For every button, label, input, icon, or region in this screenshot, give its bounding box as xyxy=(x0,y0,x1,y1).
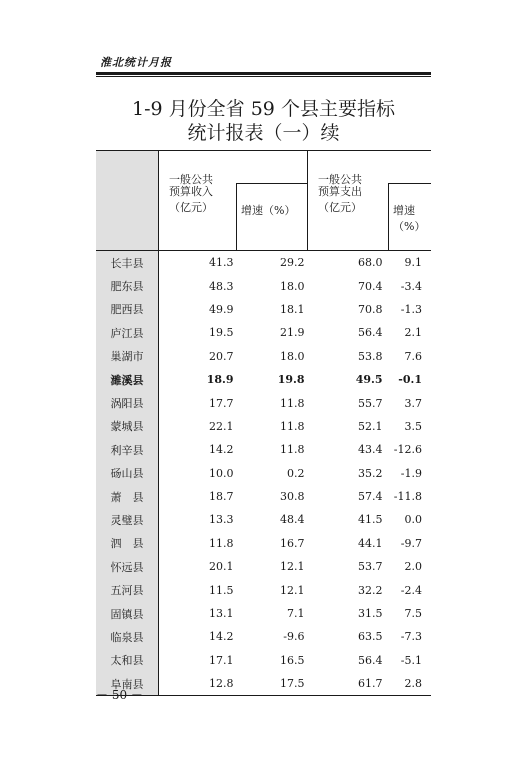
expense-cell: 56.4 xyxy=(358,653,383,667)
header-revenue-amount xyxy=(159,184,237,251)
header-expense-group xyxy=(308,151,432,184)
expense-growth-cell: -1.9 xyxy=(400,466,422,480)
revenue-growth-cell: 21.9 xyxy=(280,326,305,340)
county-name-cell: 固镇县 xyxy=(96,602,159,625)
county-name-cell: 长丰县 xyxy=(96,251,159,275)
revenue-growth-cell: 16.7 xyxy=(280,536,305,550)
table-row xyxy=(96,672,431,696)
expense-cell: 57.4 xyxy=(358,490,383,504)
county-name-cell: 利辛县 xyxy=(96,438,159,461)
expense-cell: 43.4 xyxy=(358,443,383,457)
revenue-cell: 13.3 xyxy=(209,513,234,527)
expense-growth-cell: 2.0 xyxy=(404,560,422,574)
expense-growth-cell: -1.3 xyxy=(400,302,422,316)
revenue-growth-cell: 7.1 xyxy=(287,607,305,621)
expense-cell: 35.2 xyxy=(358,466,383,480)
table-row xyxy=(96,578,431,601)
table-row xyxy=(96,298,431,321)
county-name-cell: 临泉县 xyxy=(96,625,159,648)
expense-cell: 68.0 xyxy=(358,256,383,270)
revenue-growth-cell: 17.5 xyxy=(237,672,308,696)
revenue-growth-cell: 11.8 xyxy=(280,443,305,457)
expense-growth-cell: -3.4 xyxy=(400,279,422,293)
revenue-cell: 20.1 xyxy=(209,560,234,574)
revenue-cell: 14.2 xyxy=(209,443,234,457)
county-name-cell: 泗 县 xyxy=(96,532,159,555)
header-rule-thin xyxy=(96,76,431,77)
table-row xyxy=(96,649,431,672)
table-row xyxy=(96,251,431,275)
county-name-cell: 砀山县 xyxy=(96,462,159,485)
expense-cell: 53.7 xyxy=(358,560,383,574)
expense-growth-cell: 2.1 xyxy=(404,326,422,340)
page-title-line2: 统计报表（一）续 xyxy=(187,122,340,144)
revenue-growth-cell: 11.8 xyxy=(280,419,305,433)
header-expense-growth: 增速（%） xyxy=(389,184,432,251)
expense-cell: 61.7 xyxy=(308,672,389,696)
county-name-cell: 阜南县 xyxy=(96,672,159,696)
county-name-cell: 巢湖市 xyxy=(96,345,159,368)
table-row xyxy=(96,625,431,648)
table-row xyxy=(96,345,431,368)
expense-growth-cell: -9.7 xyxy=(400,536,422,550)
county-name-cell: 怀远县 xyxy=(96,555,159,578)
expense-cell: 70.8 xyxy=(358,302,383,316)
table-row xyxy=(96,602,431,625)
table-row xyxy=(96,391,431,414)
expense-growth-cell: 3.7 xyxy=(404,396,422,410)
expense-growth-cell: 3.5 xyxy=(404,419,422,433)
county-name-cell: 涡阳县 xyxy=(96,391,159,414)
county-name-cell: 萧 县 xyxy=(96,485,159,508)
table-row xyxy=(96,274,431,297)
table-row xyxy=(96,415,431,438)
expense-cell: 56.4 xyxy=(358,326,383,340)
table-row xyxy=(96,368,431,391)
header-revenue-growth: 增速（%） xyxy=(237,184,308,251)
expense-growth-cell: -2.4 xyxy=(400,583,422,597)
expense-cell: 44.1 xyxy=(358,536,383,550)
revenue-growth-cell: 11.8 xyxy=(280,396,305,410)
page-title-line1: 1-9 月份全省 59 个县主要指标 xyxy=(132,98,395,120)
revenue-cell: 18.9 xyxy=(206,373,234,387)
revenue-cell: 10.0 xyxy=(209,466,234,480)
county-name-cell: 灵璧县 xyxy=(96,508,159,531)
revenue-growth-cell: 29.2 xyxy=(280,256,305,270)
expense-cell: 70.4 xyxy=(358,279,383,293)
expense-growth-cell: -0.1 xyxy=(398,373,422,387)
page-number: － 50 － xyxy=(96,688,143,702)
revenue-cell: 41.3 xyxy=(209,256,234,270)
county-name-cell: 庐江县 xyxy=(96,321,159,344)
revenue-cell: 17.1 xyxy=(209,653,234,667)
expense-growth-cell: 9.1 xyxy=(404,256,422,270)
expense-growth-cell: 7.6 xyxy=(404,349,422,363)
table-row xyxy=(96,555,431,578)
revenue-growth-cell: 16.5 xyxy=(280,653,305,667)
county-name-cell: 蒙城县 xyxy=(96,415,159,438)
table-row xyxy=(96,321,431,344)
table-row xyxy=(96,532,431,555)
county-name-cell: 五河县 xyxy=(96,578,159,601)
county-name-cell: 太和县 xyxy=(96,649,159,672)
revenue-growth-cell: 12.1 xyxy=(280,583,305,597)
revenue-growth-cell: -9.6 xyxy=(283,630,305,644)
revenue-growth-cell: 19.8 xyxy=(277,373,305,387)
county-indicators-table xyxy=(96,150,431,696)
revenue-growth-cell: 12.1 xyxy=(280,560,305,574)
revenue-growth-cell: 18.0 xyxy=(280,279,305,293)
table-row xyxy=(96,462,431,485)
expense-growth-cell: 0.0 xyxy=(404,513,422,527)
revenue-cell: 20.7 xyxy=(209,349,234,363)
expense-cell: 63.5 xyxy=(358,630,383,644)
expense-growth-cell: -7.3 xyxy=(400,630,422,644)
county-name-cell: 肥东县 xyxy=(96,274,159,297)
journal-header-label: 淮北统计月报 xyxy=(100,56,172,69)
table-body xyxy=(96,251,431,696)
revenue-cell: 13.1 xyxy=(209,607,234,621)
expense-growth-cell: -5.1 xyxy=(400,653,422,667)
expense-sub-line1: 预算支出 xyxy=(318,184,362,198)
table-row xyxy=(96,485,431,508)
county-name-cell: 濉溪县 xyxy=(96,368,159,391)
revenue-cell: 11.5 xyxy=(209,583,234,597)
revenue-sub-line1: 预算收入 xyxy=(169,184,213,198)
county-name-cell: 肥西县 xyxy=(96,298,159,321)
expense-cell: 55.7 xyxy=(358,396,383,410)
header-expense-amount xyxy=(308,184,389,251)
expense-cell: 53.8 xyxy=(358,349,383,363)
expense-growth-cell: -11.8 xyxy=(393,490,422,504)
expense-growth-cell: 2.8 xyxy=(389,672,432,696)
revenue-cell: 48.3 xyxy=(209,279,234,293)
table-row xyxy=(96,508,431,531)
header-revenue-group xyxy=(159,151,308,184)
expense-group-title: 一般公共 xyxy=(318,173,362,186)
expense-sub-line2: （亿元） xyxy=(318,200,362,214)
revenue-growth-cell: 0.2 xyxy=(287,466,305,480)
revenue-growth-cell: 30.8 xyxy=(280,490,305,504)
revenue-group-title: 一般公共 xyxy=(169,173,213,186)
header-county-name-cell xyxy=(96,151,159,251)
expense-cell: 31.5 xyxy=(358,607,383,621)
header-rule-thick xyxy=(96,72,431,75)
revenue-cell: 49.9 xyxy=(209,302,234,316)
expense-cell: 49.5 xyxy=(355,373,383,387)
expense-cell: 52.1 xyxy=(358,419,383,433)
revenue-growth-cell: 18.0 xyxy=(280,349,305,363)
table-row xyxy=(96,438,431,461)
revenue-cell: 12.8 xyxy=(159,672,237,696)
expense-cell: 41.5 xyxy=(358,513,383,527)
revenue-sub-line2: （亿元） xyxy=(169,200,213,214)
expense-growth-cell: -12.6 xyxy=(393,443,422,457)
revenue-cell: 17.7 xyxy=(209,396,234,410)
revenue-cell: 22.1 xyxy=(209,419,234,433)
expense-cell: 32.2 xyxy=(358,583,383,597)
revenue-growth-cell: 48.4 xyxy=(280,513,305,527)
revenue-cell: 19.5 xyxy=(209,326,234,340)
revenue-cell: 14.2 xyxy=(209,630,234,644)
revenue-cell: 11.8 xyxy=(209,536,234,550)
expense-growth-cell: 7.5 xyxy=(404,607,422,621)
revenue-cell: 18.7 xyxy=(209,490,234,504)
revenue-growth-cell: 18.1 xyxy=(280,302,305,316)
